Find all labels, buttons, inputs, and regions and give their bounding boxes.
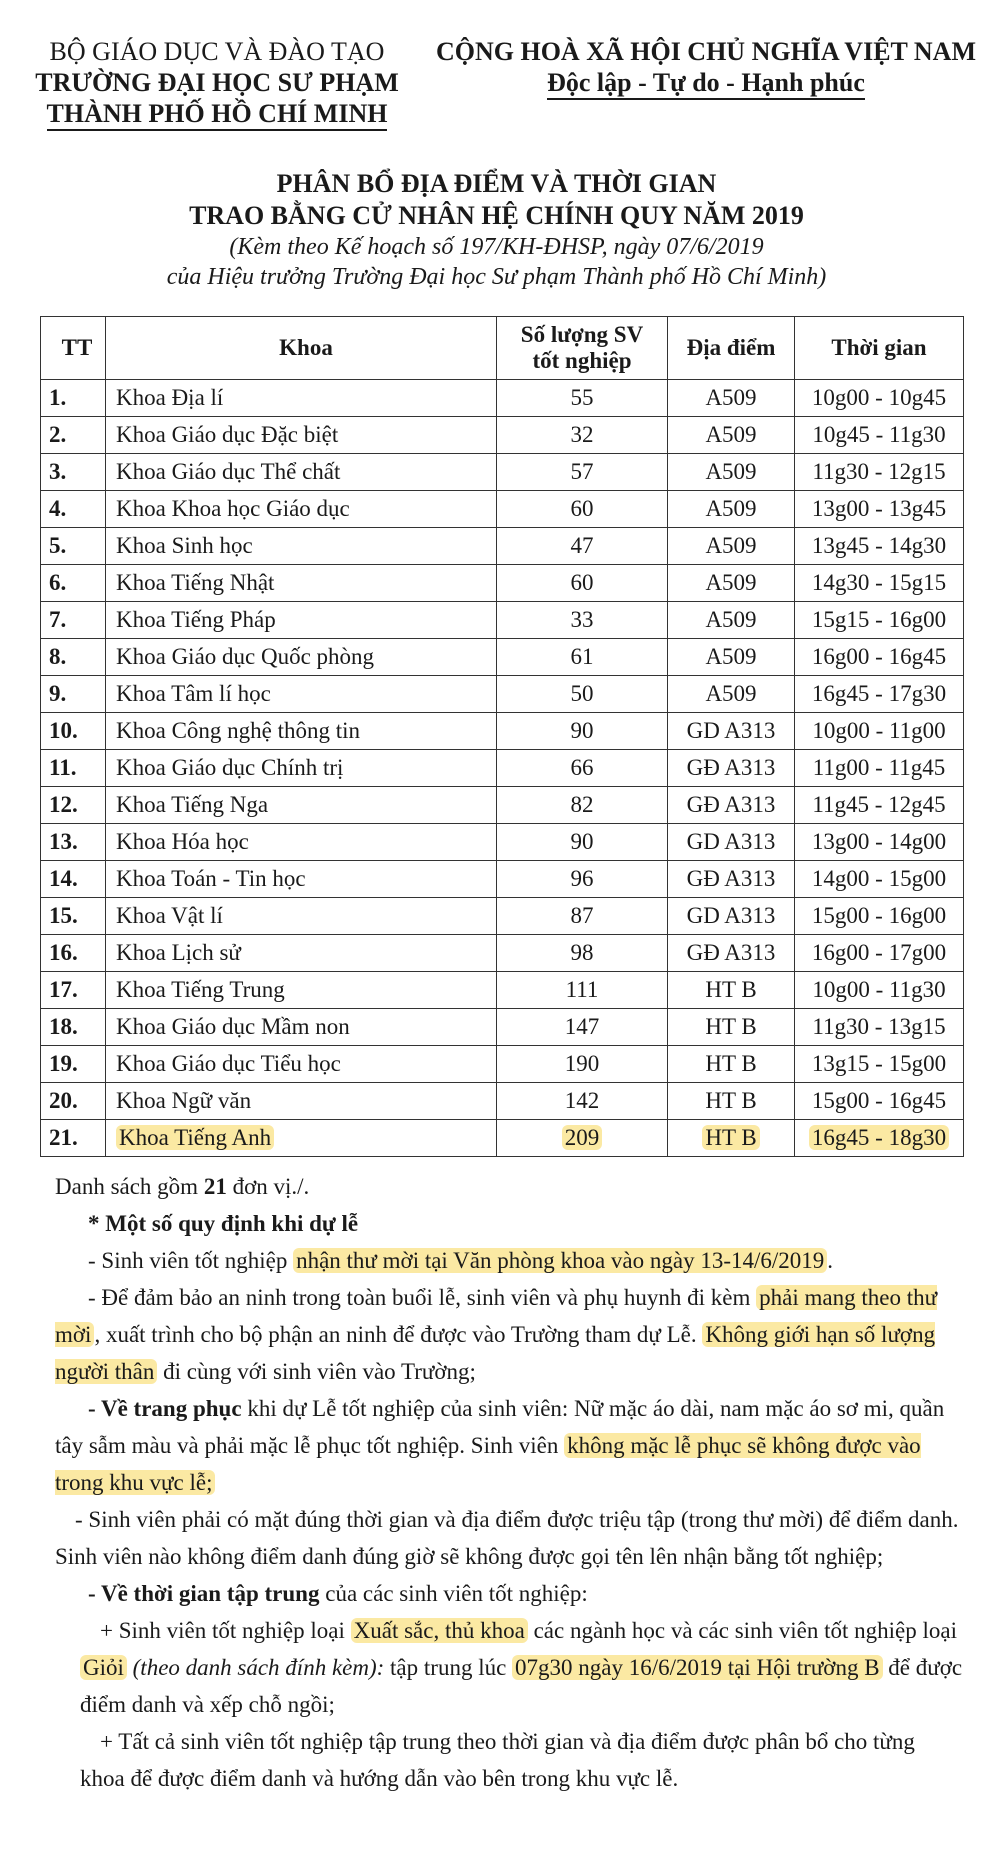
time-slot: 10g00 - 10g45 xyxy=(795,380,964,417)
venue: HT B xyxy=(668,1046,795,1083)
time-slot: 14g30 - 15g15 xyxy=(795,565,964,602)
rule-all-students: + Tất cả sinh viên tốt nghiệp tập trung theo thời gian và địa điểm được phân bổ cho từng khoa để được điểm danh và hướng dẫn vào bên trong khu vực lễ. xyxy=(80,1729,915,1791)
faculty-name: Khoa Giáo dục Chính trị xyxy=(106,750,497,787)
highlight: nhận thư mời tại Văn phòng khoa vào ngày 13-14/6/2019 xyxy=(293,1248,827,1273)
venue: A509 xyxy=(668,491,795,528)
table-row xyxy=(41,1009,964,1046)
graduate-count: 47 xyxy=(497,528,668,565)
faculty-name: Khoa Lịch sử xyxy=(106,935,497,972)
venue: A509 xyxy=(668,639,795,676)
faculty-name: Khoa Tiếng Nhật xyxy=(106,565,497,602)
table-row xyxy=(41,824,964,861)
time-slot: 11g45 - 12g45 xyxy=(795,787,964,824)
highlight: 209 xyxy=(562,1125,603,1150)
row-number: 16. xyxy=(41,935,106,972)
table-row xyxy=(41,417,964,454)
table-row xyxy=(41,565,964,602)
table-header-row xyxy=(41,317,964,380)
rules-heading: * Một số quy định khi dự lễ xyxy=(88,1211,359,1236)
venue: GD A313 xyxy=(668,824,795,861)
table-row xyxy=(41,380,964,417)
table-row xyxy=(41,602,964,639)
time-slot: 13g00 - 13g45 xyxy=(795,491,964,528)
faculty-name: Khoa Tiếng Trung xyxy=(106,972,497,1009)
table-row xyxy=(41,898,964,935)
rules-section xyxy=(0,1168,993,1797)
summary-line: Danh sách gồm 21 đơn vị./. xyxy=(55,1174,310,1199)
highlight: 16g45 - 18g30 xyxy=(809,1125,949,1150)
table-row xyxy=(41,639,964,676)
graduate-count: 98 xyxy=(497,935,668,972)
university-name: TRƯỜNG ĐẠI HỌC SƯ PHẠM xyxy=(35,68,399,97)
row-number: 7. xyxy=(41,602,106,639)
row-number: 9. xyxy=(41,676,106,713)
time-slot: 14g00 - 15g00 xyxy=(795,861,964,898)
time-slot: 10g45 - 11g30 xyxy=(795,417,964,454)
row-number: 8. xyxy=(41,639,106,676)
row-number: 5. xyxy=(41,528,106,565)
table-row xyxy=(41,713,964,750)
table-row xyxy=(41,935,964,972)
graduate-count: 96 xyxy=(497,861,668,898)
graduate-count: 60 xyxy=(497,565,668,602)
title-line-1: PHÂN BỔ ĐỊA ĐIỂM VÀ THỜI GIAN xyxy=(276,169,717,198)
row-number: 21. xyxy=(41,1120,106,1157)
time-slot: 16g00 - 16g45 xyxy=(795,639,964,676)
time-slot: 10g00 - 11g00 xyxy=(795,713,964,750)
highlight: Giỏi xyxy=(80,1655,127,1680)
time-slot: 15g00 - 16g00 xyxy=(795,898,964,935)
rule-invitation: - Sinh viên tốt nghiệp nhận thư mời tại Văn phòng khoa vào ngày 13-14/6/2019 . xyxy=(88,1248,834,1273)
row-number: 10. xyxy=(41,713,106,750)
country-name: CỘNG HOÀ XÃ HỘI CHỦ NGHĨA VIỆT NAM xyxy=(435,37,977,66)
faculty-name: Khoa Giáo dục Mầm non xyxy=(106,1009,497,1046)
highlight: 07g30 ngày 16/6/2019 tại Hội trường B xyxy=(512,1655,883,1680)
venue: GD A313 xyxy=(668,898,795,935)
venue: GĐ A313 xyxy=(668,935,795,972)
graduate-count xyxy=(497,1120,668,1157)
row-number: 20. xyxy=(41,1083,106,1120)
faculty-name: Khoa Giáo dục Quốc phòng xyxy=(106,639,497,676)
graduate-count: 33 xyxy=(497,602,668,639)
title-line-2: TRAO BẰNG CỬ NHÂN HỆ CHÍNH QUY NĂM 2019 xyxy=(189,201,804,230)
faculty-name: Khoa Công nghệ thông tin xyxy=(106,713,497,750)
venue: HT B xyxy=(668,1083,795,1120)
faculty-name: Khoa Giáo dục Tiểu học xyxy=(106,1046,497,1083)
time-slot xyxy=(795,1120,964,1157)
row-number: 2. xyxy=(41,417,106,454)
highlight: HT B xyxy=(702,1125,759,1150)
highlight: Khoa Tiếng Anh xyxy=(116,1125,274,1150)
faculty-name: Khoa Giáo dục Thể chất xyxy=(106,454,497,491)
unit-count: 21 xyxy=(203,1174,227,1199)
title-note-2: của Hiệu trưởng Trường Đại học Sư phạm Thành phố Hồ Chí Minh) xyxy=(166,264,827,290)
graduate-count: 147 xyxy=(497,1009,668,1046)
faculty-name: Khoa Sinh học xyxy=(106,528,497,565)
faculty-name: Khoa Toán - Tin học xyxy=(106,861,497,898)
rule-gathering-time: - Về thời gian tập trung của các sinh viên tốt nghiệp: xyxy=(88,1581,588,1606)
col-header-so-luong: Số lượng SV tốt nghiệp xyxy=(497,317,668,380)
table-row xyxy=(41,750,964,787)
venue: A509 xyxy=(668,417,795,454)
row-number: 1. xyxy=(41,380,106,417)
graduate-count: 190 xyxy=(497,1046,668,1083)
row-number: 18. xyxy=(41,1009,106,1046)
rule-honor-students: + Sinh viên tốt nghiệp loại Xuất sắc, thủ khoa các ngành học và các sinh viên tốt nghiệp loại Giỏi (theo danh sách đính kèm): tập trung lúc 07g30 ngày 16/6/2019 tại Hội trường B để được điểm danh và xếp chỗ ngồi; xyxy=(80,1618,963,1717)
table-row xyxy=(41,972,964,1009)
graduate-count: 66 xyxy=(497,750,668,787)
col-header-khoa: Khoa xyxy=(106,317,497,380)
venue: HT B xyxy=(668,972,795,1009)
graduate-count: 57 xyxy=(497,454,668,491)
venue: GĐ A313 xyxy=(668,861,795,898)
venue: A509 xyxy=(668,528,795,565)
university-city: THÀNH PHỐ HỒ CHÍ MINH xyxy=(47,99,388,131)
graduate-count: 50 xyxy=(497,676,668,713)
highlight: Xuất sắc, thủ khoa xyxy=(351,1618,528,1643)
row-number: 13. xyxy=(41,824,106,861)
table-row xyxy=(41,1120,964,1157)
rule-attendance: - Sinh viên phải có mặt đúng thời gian và địa điểm được triệu tập (trong thư mời) để điểm danh. Sinh viên nào không điểm danh đúng giờ sẽ không được gọi tên lên nhận bằng tốt nghiệp; xyxy=(55,1507,959,1569)
time-slot: 11g00 - 11g45 xyxy=(795,750,964,787)
schedule-table xyxy=(40,316,964,1157)
table-row xyxy=(41,676,964,713)
graduate-count: 60 xyxy=(497,491,668,528)
time-slot: 16g45 - 17g30 xyxy=(795,676,964,713)
time-slot: 13g45 - 14g30 xyxy=(795,528,964,565)
faculty-name: Khoa Địa lí xyxy=(106,380,497,417)
venue xyxy=(668,1120,795,1157)
time-slot: 15g00 - 16g45 xyxy=(795,1083,964,1120)
row-number: 15. xyxy=(41,898,106,935)
time-slot: 15g15 - 16g00 xyxy=(795,602,964,639)
venue: A509 xyxy=(668,602,795,639)
venue: A509 xyxy=(668,454,795,491)
row-number: 4. xyxy=(41,491,106,528)
graduate-count: 32 xyxy=(497,417,668,454)
venue: HT B xyxy=(668,1009,795,1046)
faculty-name: Khoa Giáo dục Đặc biệt xyxy=(106,417,497,454)
time-slot: 13g00 - 14g00 xyxy=(795,824,964,861)
national-motto: Độc lập - Tự do - Hạnh phúc xyxy=(547,68,865,100)
title-note-1: (Kèm theo Kế hoạch số 197/KH-ĐHSP, ngày 07/6/2019 xyxy=(229,234,764,260)
venue: GD A313 xyxy=(668,713,795,750)
venue: GĐ A313 xyxy=(668,750,795,787)
table-row xyxy=(41,787,964,824)
table-row xyxy=(41,491,964,528)
graduate-count: 87 xyxy=(497,898,668,935)
col-header-thoi-gian: Thời gian xyxy=(795,317,964,380)
time-slot: 10g00 - 11g30 xyxy=(795,972,964,1009)
rule-security: - Để đảm bảo an ninh trong toàn buổi lễ, sinh viên và phụ huynh đi kèm phải mang theo thư mời , xuất trình cho bộ phận an ninh để được vào Trường tham dự Lễ. Không giới hạn số lượng người thân đi cùng với sinh viên vào Trường; xyxy=(55,1285,938,1384)
ministry-name: BỘ GIÁO DỤC VÀ ĐÀO TẠO xyxy=(49,37,385,66)
graduate-count: 142 xyxy=(497,1083,668,1120)
graduate-count: 90 xyxy=(497,824,668,861)
faculty-name: Khoa Tâm lí học xyxy=(106,676,497,713)
row-number: 14. xyxy=(41,861,106,898)
highlight: phải mang theo thư mời xyxy=(55,1285,938,1347)
graduate-count: 90 xyxy=(497,713,668,750)
document-title xyxy=(0,168,993,292)
faculty-name: Khoa Tiếng Nga xyxy=(106,787,497,824)
faculty-name: Khoa Khoa học Giáo dục xyxy=(106,491,497,528)
col-header-tt: TT xyxy=(41,317,106,380)
table-row xyxy=(41,454,964,491)
row-number: 11. xyxy=(41,750,106,787)
table-row xyxy=(41,1046,964,1083)
time-slot: 13g15 - 15g00 xyxy=(795,1046,964,1083)
row-number: 19. xyxy=(41,1046,106,1083)
faculty-name: Khoa Hóa học xyxy=(106,824,497,861)
highlight: Không giới hạn số lượng người thân xyxy=(55,1322,936,1384)
time-slot: 11g30 - 13g15 xyxy=(795,1009,964,1046)
graduate-count: 111 xyxy=(497,972,668,1009)
highlight: không mặc lễ phục sẽ không được vào trong khu vực lễ; xyxy=(55,1433,921,1495)
venue: A509 xyxy=(668,676,795,713)
national-header xyxy=(432,36,980,98)
faculty-name: Khoa Vật lí xyxy=(106,898,497,935)
row-number: 12. xyxy=(41,787,106,824)
graduate-count: 61 xyxy=(497,639,668,676)
row-number: 6. xyxy=(41,565,106,602)
row-number: 17. xyxy=(41,972,106,1009)
graduate-count: 82 xyxy=(497,787,668,824)
graduate-count: 55 xyxy=(497,380,668,417)
time-slot: 11g30 - 12g15 xyxy=(795,454,964,491)
col-header-dia-diem: Địa điểm xyxy=(668,317,795,380)
faculty-name xyxy=(106,1120,497,1157)
table-row xyxy=(41,1083,964,1120)
venue: A509 xyxy=(668,565,795,602)
issuer-header xyxy=(22,36,412,129)
faculty-name: Khoa Ngữ văn xyxy=(106,1083,497,1120)
venue: GĐ A313 xyxy=(668,787,795,824)
row-number: 3. xyxy=(41,454,106,491)
rule-attire: - Về trang phục khi dự Lễ tốt nghiệp của sinh viên: Nữ mặc áo dài, nam mặc áo sơ mi, quần tây sẫm màu và phải mặc lễ phục tốt nghiệp. Sinh viên không mặc lễ phục sẽ không được vào trong khu vực lễ; xyxy=(55,1396,945,1495)
venue: A509 xyxy=(668,380,795,417)
time-slot: 16g00 - 17g00 xyxy=(795,935,964,972)
faculty-name: Khoa Tiếng Pháp xyxy=(106,602,497,639)
table-row xyxy=(41,861,964,898)
table-row xyxy=(41,528,964,565)
